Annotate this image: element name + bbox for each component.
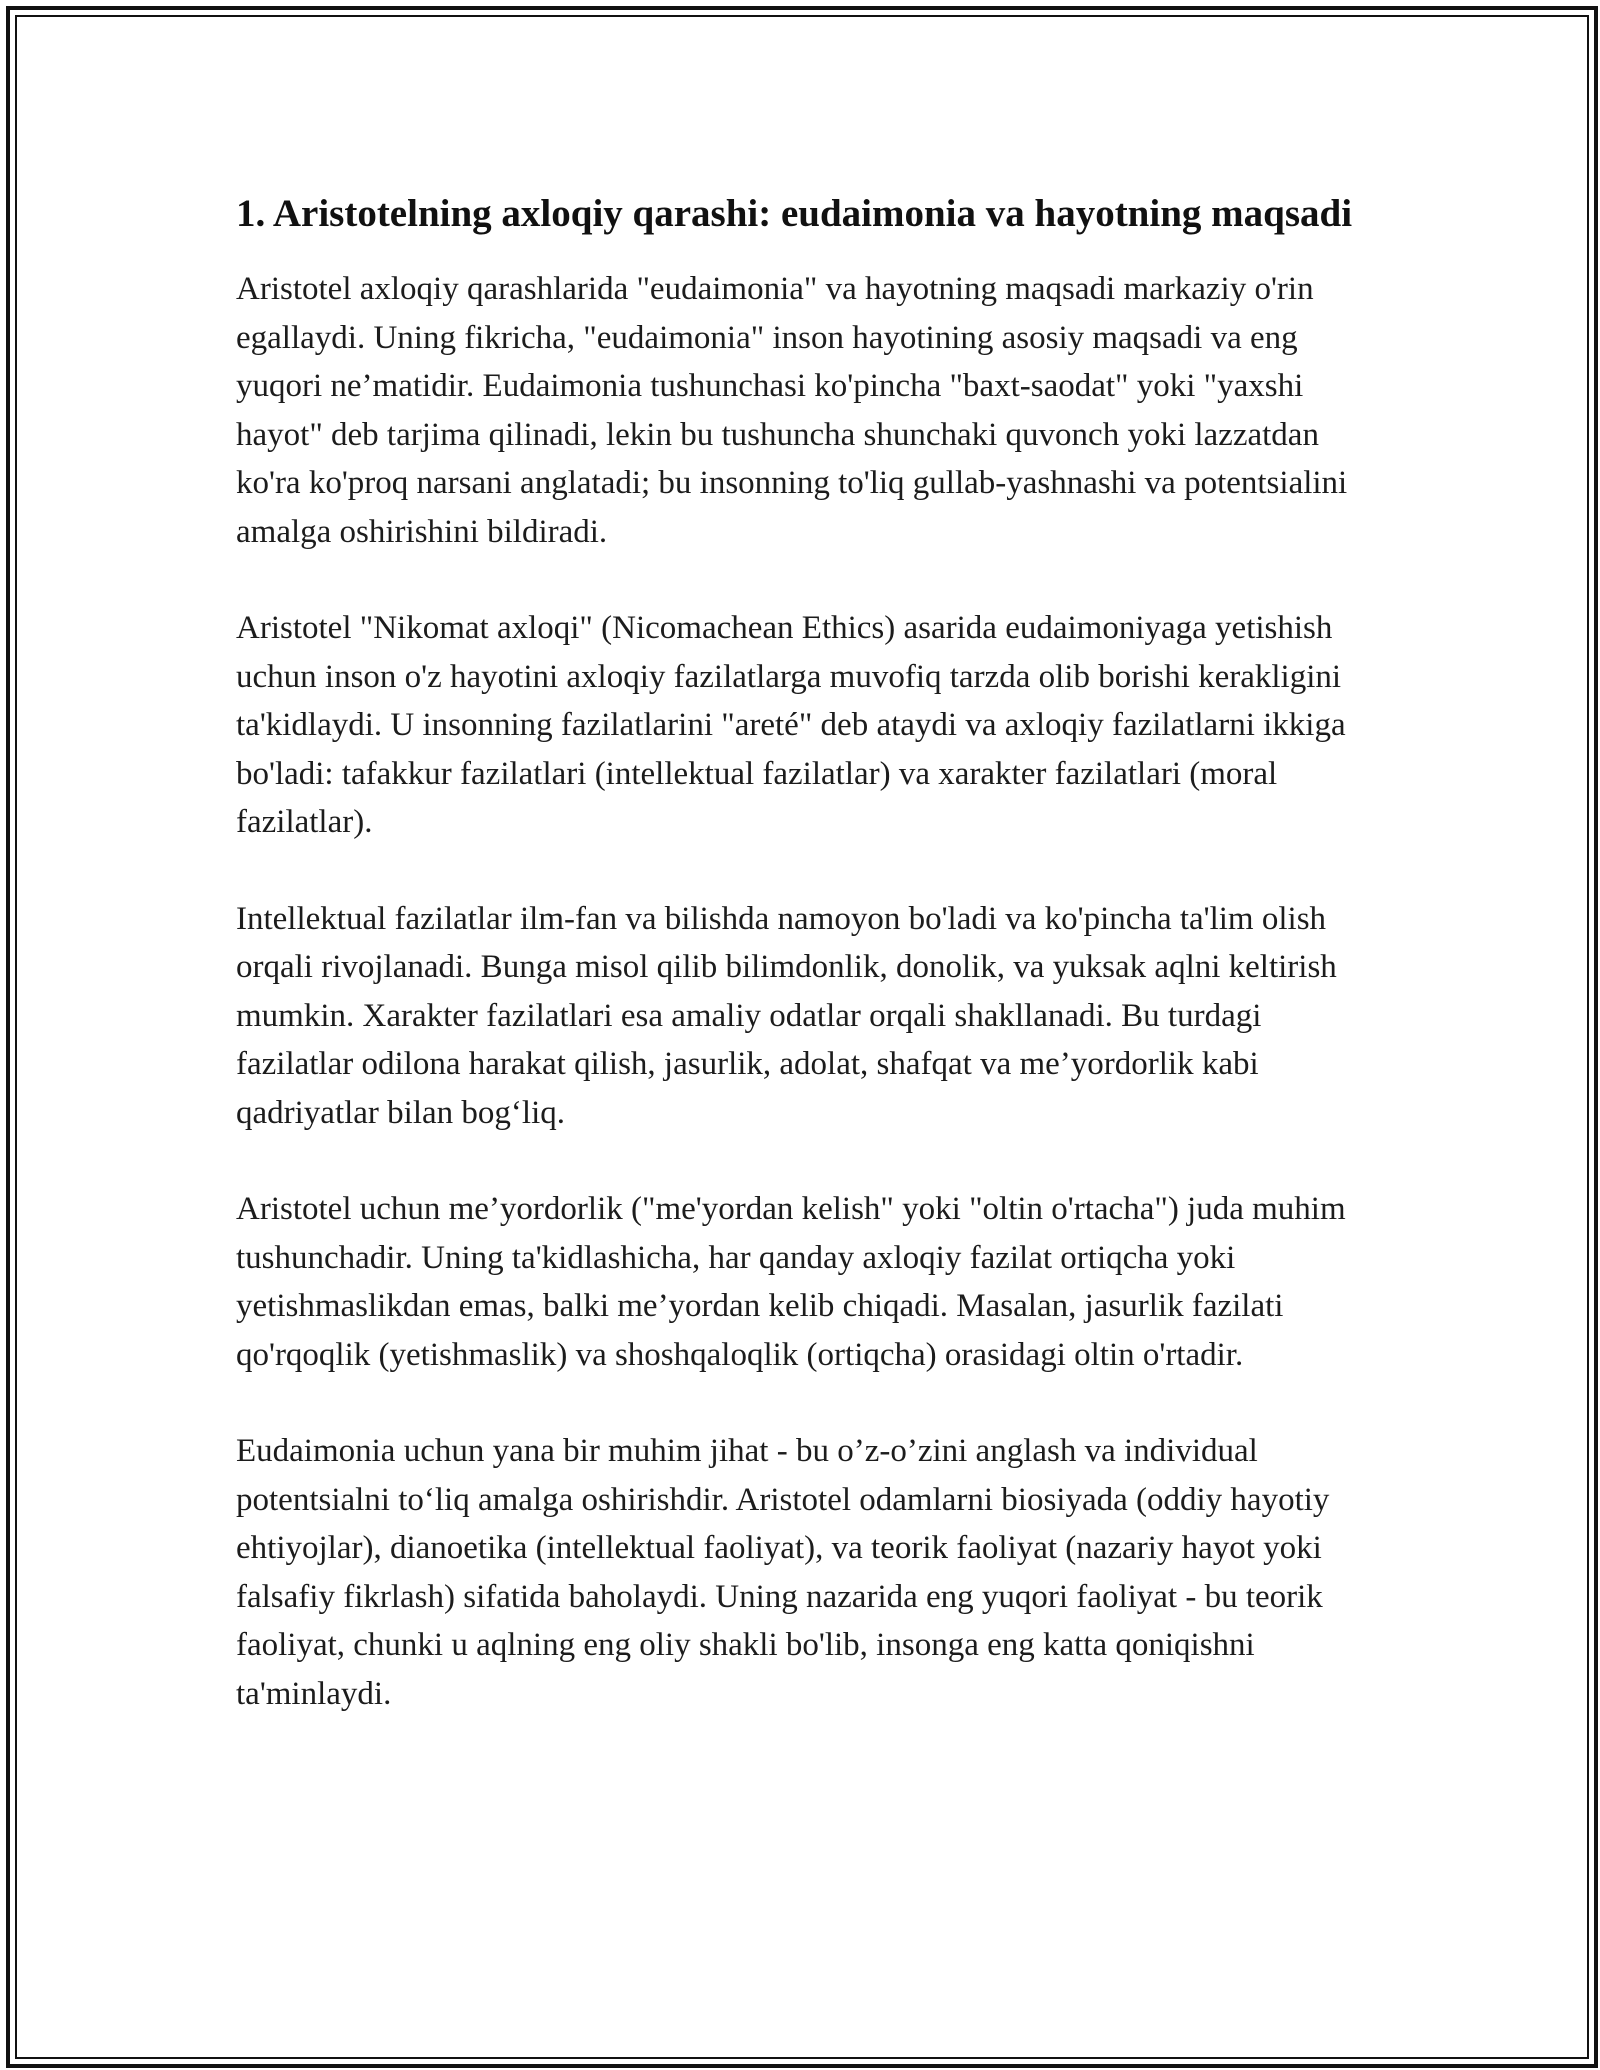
paragraph-golden-mean: Aristotel uchun me’yordorlik ("me'yordan kelish" yoki "oltin o'rtacha") juda muhim tushunchadir. Uning ta'kidlashicha, har qanday axloqiy fazilat ortiqcha yoki yetishmaslikdan emas, balki me’yordan kelib chiqadi. Masalan, jasurlik fazilati qo'rqoqlik (yetishmaslik) va shoshqaloqlik (ortiqcha) orasidagi oltin o'rtadir. xyxy=(236,1191,1346,1373)
paragraph-self-realization: Eudaimonia uchun yana bir muhim jihat - bu o’z-o’zini anglash va individual potentsialni to‘liq amalga oshirishdir. Aristotel odamlarni biosiyada (oddiy hayotiy ehtiyojlar), dianoetika (intellektual faoliyat), va teorik faoliyat (nazariy hayot yoki falsafiy fikrlash) sifatida baholaydi. Uning nazarida eng yuqori faoliyat - bu teorik faoliyat, chunki u aqlning eng oliy shakli bo'lib, insonga eng katta qoniqishni ta'minlaydi. xyxy=(236,1433,1330,1712)
document-body xyxy=(236,186,1376,1766)
paragraph-nicomachean-ethics: Aristotel "Nikomat axloqi" (Nicomachean Ethics) asarida eudaimoniyaga yetishish uchun inson o'z hayotini axloqiy fazilatlarga muvofiq tarzda olib borishi kerakligini ta'kidlaydi. U insonning fazilatlarini "areté" deb ataydi va axloqiy fazilatlarni ikkiga bo'ladi: tafakkur fazilatlari (intellektual fazilatlar) va xarakter fazilatlari (moral fazilatlar). xyxy=(236,610,1346,840)
paragraph-eudaimonia-definition: Aristotel axloqiy qarashlarida "eudaimonia" va hayotning maqsadi markaziy o'rin egallaydi. Uning fikricha, "eudaimonia" inson hayotining asosiy maqsadi va eng yuqori ne’matidir. Eudaimonia tushunchasi ko'pincha "baxt-saodat" yoki "yaxshi hayot" deb tarjima qilinadi, lekin bu tushuncha shunchaki quvonch yoki lazzatdan ko'ra ko'proq narsani anglatadi; bu insonning to'liq gullab-yashnashi va potentsialini amalga oshirishini bildiradi. xyxy=(236,271,1348,550)
section-heading: 1. Aristotelning axloqiy qarashi: eudaimonia va hayotning maqsadi xyxy=(236,192,1353,235)
paragraph-intellectual-virtues: Intellektual fazilatlar ilm-fan va bilishda namoyon bo'ladi va ko'pincha ta'lim olish orqali rivojlanadi. Bunga misol qilib bilimdonlik, donolik, va yuksak aqlni keltirish mumkin. Xarakter fazilatlari esa amaliy odatlar orqali shakllanadi. Bu turdagi fazilatlar odilona harakat qilish, jasurlik, adolat, shafqat va me’yordorlik kabi qadriyatlar bilan bog‘liq. xyxy=(236,900,1337,1131)
